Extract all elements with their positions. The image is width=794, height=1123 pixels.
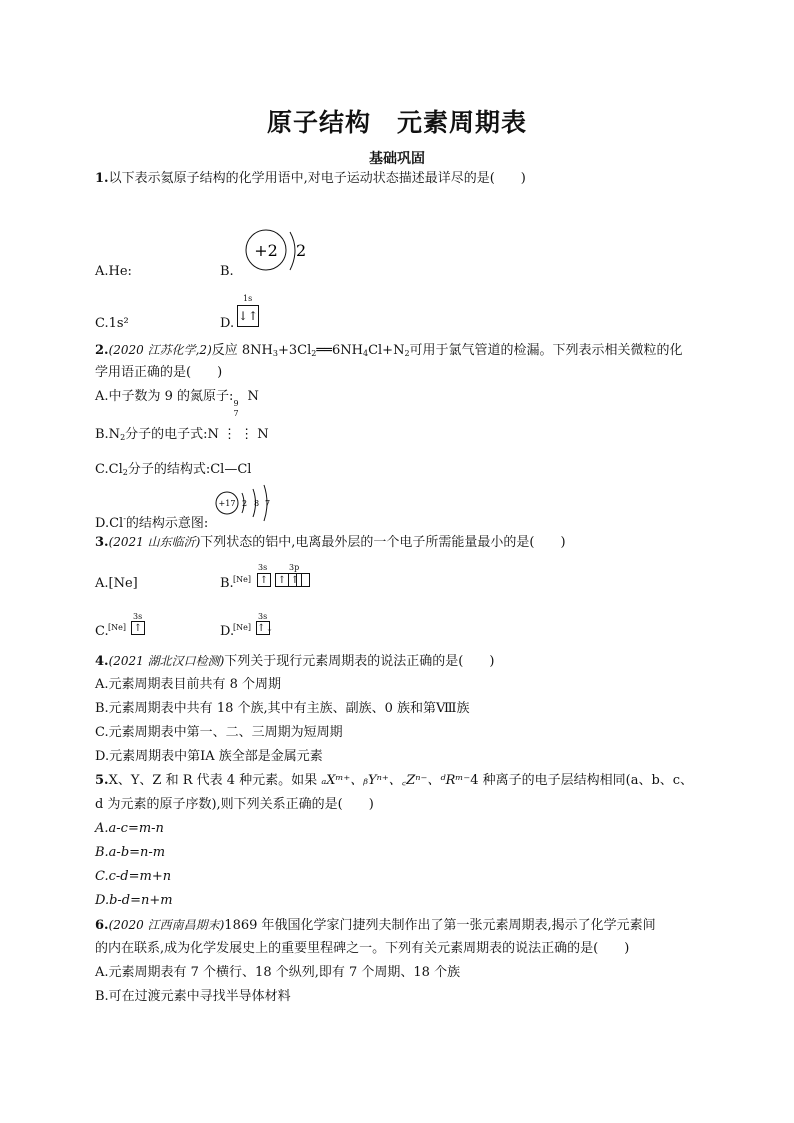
ne-core: [Ne] [233,575,251,584]
question-6-stem-cont: 的内在联系,成为化学发展史上的重要里程碑之一。下列有关元素周期表的说法正确的是( ) [95,941,630,956]
shell-electrons: 2 [296,241,307,260]
text: X、Y、Z 和 R 代表 4 种元素。如果 [108,773,322,788]
q3-option-c-label: C. [95,624,109,639]
q2-option-d: D.Cl-的结构示意图: [95,514,209,531]
text: ══6NH [316,343,363,358]
text: 的结构示意图: [125,516,209,531]
mass-number: 9 [233,399,239,408]
q2-option-a [95,388,259,418]
q2-option-b: $B.N_2$分子的电子式:N ⋮ ⋮ N [95,427,269,442]
orbital-box-3p-3 [296,573,310,587]
question-source: (2021 湖北汉口检测) [108,654,225,668]
q1-option-c: C.1s² [95,316,129,331]
orbital-box-3s: ↑↓ [257,623,274,634]
q1-option-d-label: D. [220,316,235,331]
orbital-label-1s: 1s [243,294,253,303]
q4-option-a: A.元素周期表目前共有 8 个周期 [95,677,282,692]
orbital-label-3s: 3s [258,563,268,572]
option-text: He: [108,264,132,279]
q2-option-c: $C.Cl_2$分子的结构式:Cl—Cl [95,462,252,477]
question-source: (2020 江西南昌期末) [108,918,225,932]
orbital-box-3p-1: ↑ [275,573,289,587]
question-source: (2020 江苏化学,2) [108,343,212,357]
question-1-stem [95,170,526,188]
orbital-box-3s: ↑ [257,573,271,587]
orbital-label-3s: 3s [133,612,143,621]
page-title: 原子结构 元素周期表 [266,108,527,137]
q5-option-d: D.b-d=n+m [95,893,173,908]
question-number: 3. [95,535,109,550]
section-heading: 基础巩固 [369,151,425,167]
question-number: 1. [95,171,109,186]
q3-option-d-label: D. [220,624,235,639]
option-text: A.中子数为 9 的氮原子: [95,389,234,404]
orbital-label-3p: 3p [289,563,300,572]
q4-option-d: D.元素周期表中第ⅠA 族全部是金属元素 [95,749,323,764]
text: B.N [95,427,121,442]
text: +3Cl [277,343,312,358]
question-5-stem-cont: d 为元素的原子序数),则下列关系正确的是( ) [95,797,374,812]
q5-option-c: C.c-d=m+n [95,869,172,884]
q4-option-b: B.元素周期表中共有 18 个族,其中有主族、副族、0 族和第Ⅷ族 [95,701,470,716]
question-text: 下列关于现行元素周期表的说法正确的是( ) [224,654,495,669]
q4-option-c: C.元素周期表中第一、二、三周期为短周期 [95,725,343,740]
question-number: 4. [95,654,109,669]
text: 可用于氯气管道的检漏。下列表示相关微粒的化 [409,343,683,358]
orbital-box-3p-2: ↑ [288,573,302,587]
question-text: 下列状态的铝中,电离最外层的一个电子所需能量最小的是( ) [200,535,566,550]
question-2-stem-cont: 学用语正确的是( ) [95,365,223,380]
question-4-stem [95,652,494,671]
question-2-stem: 2.(2020 江苏化学,2)反应 $8NH_3+3Cl_2══6NH_4Cl+N_2$可用于氯气管道的检漏。下列表示相关微粒的化 [95,343,683,358]
q1-option-b-label: B. [220,264,234,279]
text: D.Cl [95,516,124,531]
text: 反应 8NH [211,343,273,358]
q6-option-b: B.可在过渡元素中寻找半导体材料 [95,989,291,1004]
question-3-stem [95,533,566,552]
text: Cl+N [368,343,405,358]
nucleus-charge: +17 [218,499,236,508]
question-6-stem [95,916,656,935]
nucleus-charge: +2 [254,241,278,260]
question-number: 2. [95,343,109,358]
question-number: 6. [95,918,109,933]
shell-3: 7 [265,499,271,508]
chloride-ion-diagram [213,483,275,525]
question-number: 5. [95,773,109,788]
q6-option-a: A.元素周期表有 7 个横行、18 个纵列,即有 7 个周期、18 个族 [95,965,461,980]
text: 4 种离子的电子层结构相同(a、b、c、 [470,773,694,788]
orbital-label-3s: 3s [258,612,268,621]
q1-option-a [95,263,132,281]
atomic-number: 7 [233,409,239,418]
ne-core: [Ne] [233,623,251,632]
orbital-box: ↓↑ [237,305,259,327]
question-text: 1869 年俄国化学家门捷列夫制作出了第一张元素周期表,揭示了化学元素间 [224,918,656,933]
helium-atom-diagram [240,228,310,278]
question-source: (2021 山东临沂) [108,535,201,549]
ion-list: ₐXᵐ⁺、ᵦYⁿ⁺、꜀Zⁿ⁻、ᵈRᵐ⁻ [321,773,471,788]
text: 分子的结构式:Cl—Cl [127,462,252,477]
q5-option-b: B.a-b=n-m [95,845,166,860]
shell-2: 8 [254,499,260,508]
question-text: 以下表示氦原子结构的化学用语中,对电子运动状态描述最详尽的是( ) [108,171,526,186]
orbital-box-3s: ↑ [131,621,145,635]
shell-1: 2 [242,499,248,508]
question-5-stem [95,772,693,790]
text: C.Cl [95,462,123,477]
text: 分子的电子式:N ⋮ ⋮ N [125,427,269,442]
q5-option-a: A.a-c=m-n [95,821,164,836]
ne-core: [Ne] [108,623,126,632]
option-label: A. [95,264,109,279]
element-symbol: N [247,389,259,404]
q3-option-a: A.[Ne] [95,576,138,591]
q3-option-b-label: B. [220,576,234,591]
